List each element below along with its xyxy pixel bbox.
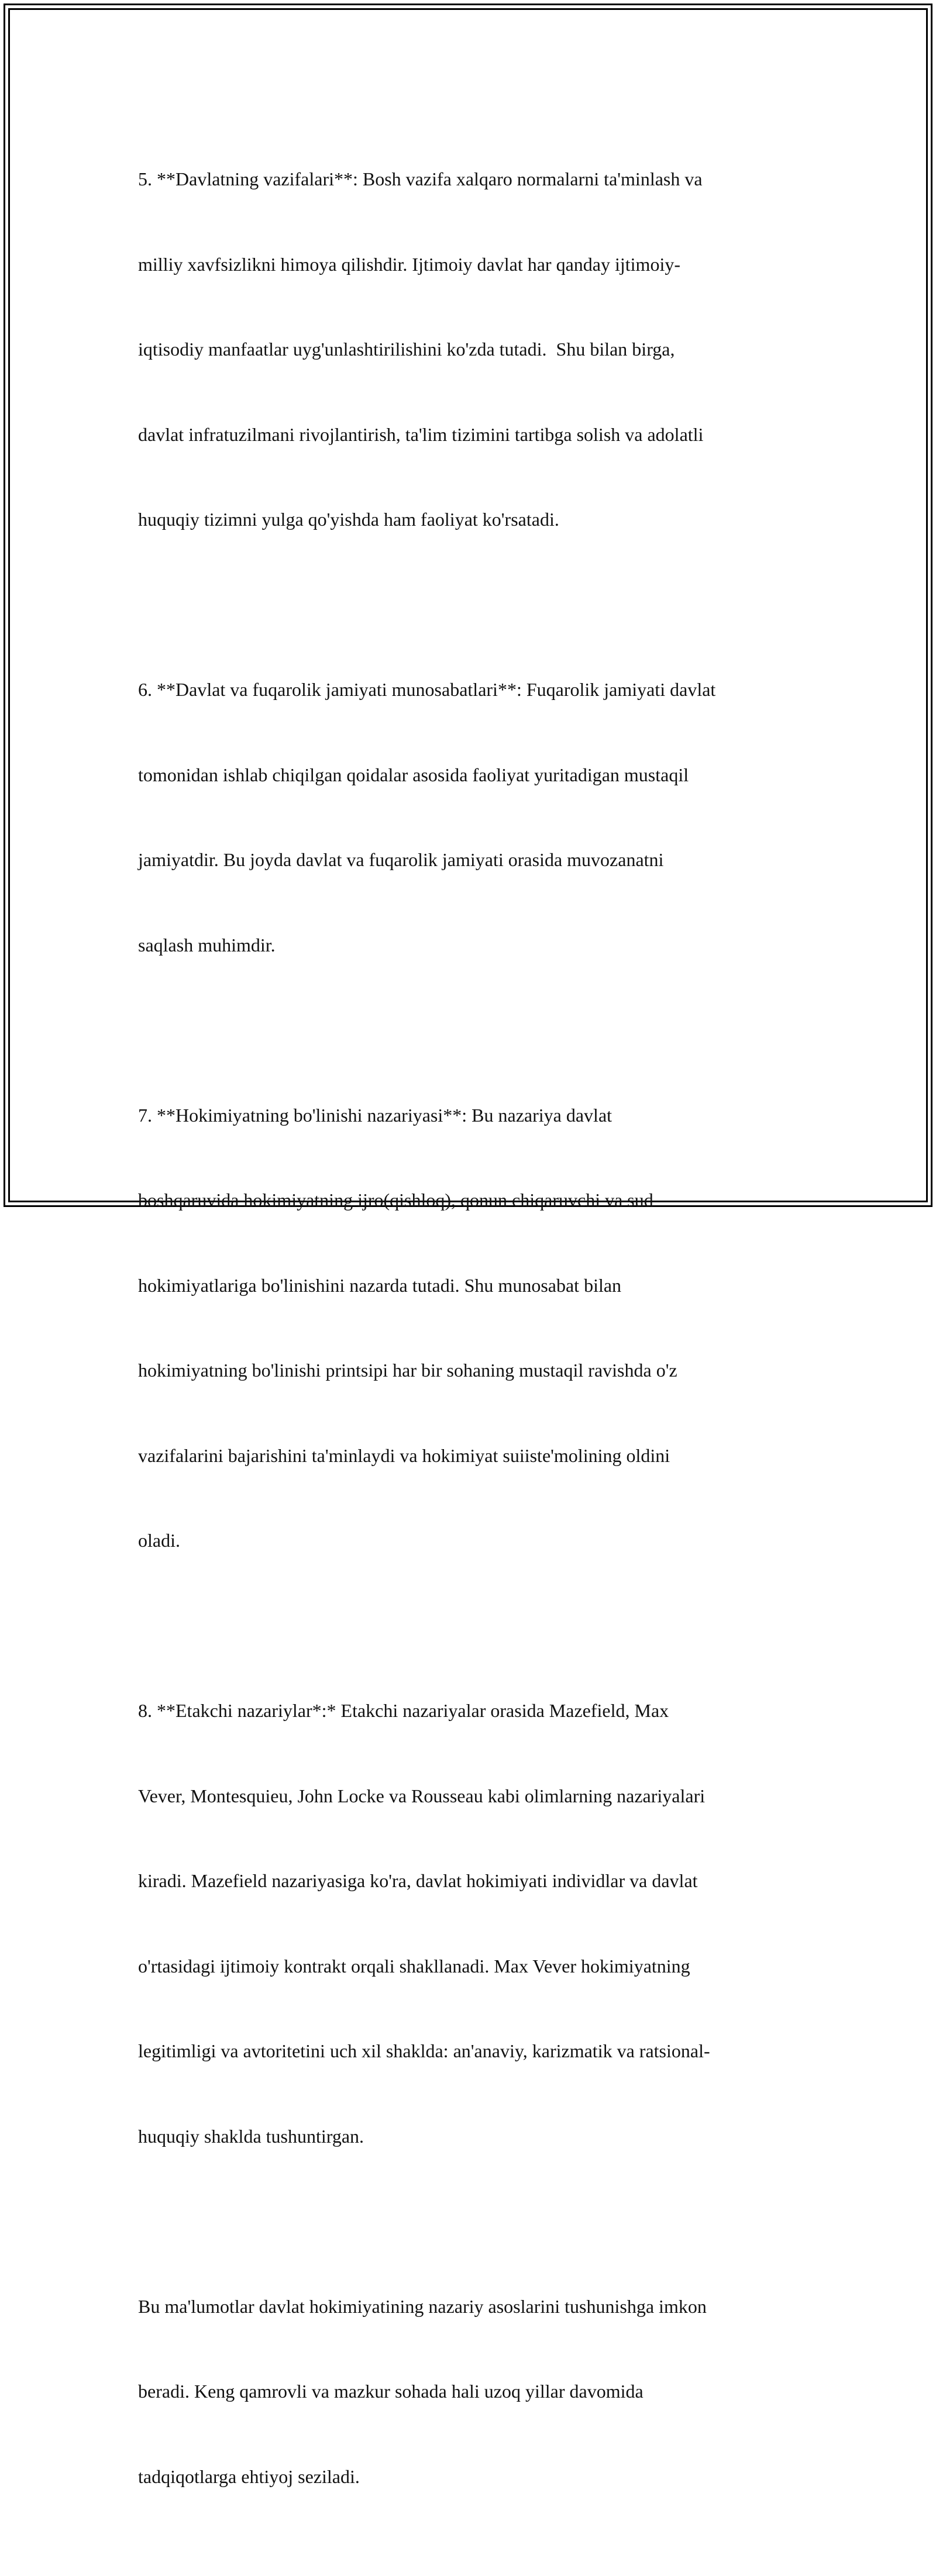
text-line: Bu ma'lumotlar davlat hokimiyatining nazariy asoslarini tushunishga imkon bbox=[138, 2295, 707, 2317]
text-line: 7. **Hokimiyatning bo'linishi nazariyasi**: Bu nazariya davlat bbox=[138, 1104, 612, 1126]
paragraph-6-civil-society bbox=[138, 619, 805, 1016]
text-line: kiradi. Mazefield nazariyasiga ko'ra, davlat hokimiyati individlar va davlat bbox=[138, 1870, 698, 1891]
text-line: tadqiqotlarga ehtiyoj seziladi. bbox=[138, 2465, 360, 2487]
text-line: oladi. bbox=[138, 1530, 180, 1551]
text-line: jamiyatdir. Bu joyda davlat va fuqarolik jamiyati orasida muvozanatni bbox=[138, 849, 664, 870]
text-line: 5. **Davlatning vazifalari**: Bosh vazifa xalqaro normalarni ta'minlash va bbox=[138, 168, 703, 189]
paragraph-5-state-functions bbox=[138, 108, 805, 591]
text-line: tomonidan ishlab chiqilgan qoidalar asosida faoliyat yuritadigan mustaqil bbox=[138, 764, 689, 785]
text-line: 8. **Etakchi nazariylar*:* Etakchi nazariyalar orasida Mazefield, Max bbox=[138, 1700, 669, 1721]
text-line: 6. **Davlat va fuqarolik jamiyati munosabatlari**: Fuqarolik jamiyati davlat bbox=[138, 679, 716, 700]
text-line: milliy xavfsizlikni himoya qilishdir. Ijtimoiy davlat har qanday ijtimoiy- bbox=[138, 253, 680, 275]
text-line: Vever, Montesquieu, John Locke va Rousseau kabi olimlarning nazariyalari bbox=[138, 1785, 706, 1806]
text-line: beradi. Keng qamrovli va mazkur sohada hali uzoq yillar davomida bbox=[138, 2381, 644, 2402]
text-line: huquqiy tizimni yulga qo'yishda ham faoliyat ko'rsatadi. bbox=[138, 509, 559, 530]
text-line: huquqiy shaklda tushuntirgan. bbox=[138, 2125, 364, 2147]
text-line: hokimiyatlariga bo'linishini nazarda tutadi. Shu munosabat bilan bbox=[138, 1274, 622, 1296]
text-line: davlat infratuzilmani rivojlantirish, ta'lim tizimini tartibga solish va adolatli bbox=[138, 423, 704, 445]
text-line: legitimligi va avtoritetini uch xil shaklda: an'anaviy, karizmatik va ratsional- bbox=[138, 2040, 710, 2061]
document-body bbox=[138, 108, 805, 2576]
text-line: boshqaruvida hokimiyatning ijro(qishloq), qonun chiqaruvchi va sud bbox=[138, 1189, 653, 1211]
paragraph-8-leading-theories bbox=[138, 1640, 805, 2207]
text-line: vazifalarini bajarishini ta'minlaydi va hokimiyat suiiste'molining oldini bbox=[138, 1444, 670, 1466]
text-line: hokimiyatning bo'linishi printsipi har bir sohaning mustaqil ravishda o'z bbox=[138, 1360, 677, 1381]
paragraph-7-separation-of-powers bbox=[138, 1044, 805, 1612]
text-line: o'rtasidagi ijtimoiy kontrakt orqali shakllanadi. Max Vever hokimiyatning bbox=[138, 1955, 690, 1977]
paragraph-conclusion bbox=[138, 2236, 805, 2548]
text-line: saqlash muhimdir. bbox=[138, 934, 276, 956]
text-line: iqtisodiy manfaatlar uyg'unlashtirilishini ko'zda tutadi. Shu bilan birga, bbox=[138, 339, 675, 360]
